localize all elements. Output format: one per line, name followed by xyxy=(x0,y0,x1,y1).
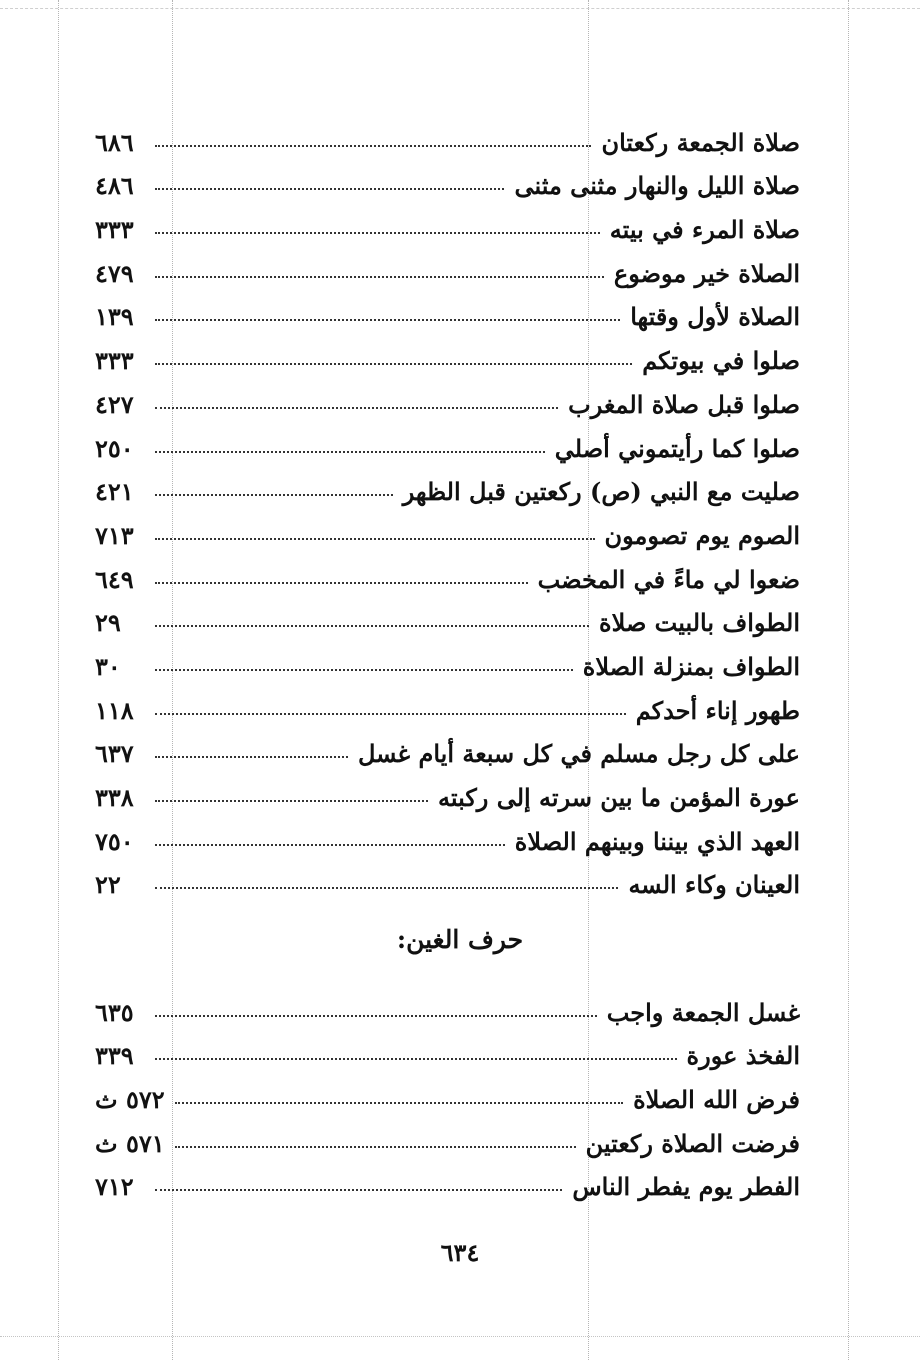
entry-page-number: ٧٥٠ xyxy=(95,826,134,856)
entry-title: الفخذ عورة xyxy=(686,1041,800,1071)
index-entry xyxy=(95,725,800,769)
entry-page-number: ٤٨٦ xyxy=(95,171,134,201)
entry-page-number: ٢٥٠ xyxy=(95,433,134,463)
entry-title: صلاة المرء في بيته xyxy=(609,215,800,245)
entry-title: صليت مع النبي (ص) ركعتين قبل الظهر xyxy=(402,477,800,507)
index-entry xyxy=(95,856,800,900)
dot-leader xyxy=(175,1102,623,1104)
index-entry xyxy=(95,1114,800,1158)
entry-title: الطواف بالبيت صلاة xyxy=(599,608,800,638)
dot-leader xyxy=(155,1015,597,1017)
dot-leader xyxy=(155,1058,677,1060)
entry-title: غسل الجمعة واجب xyxy=(606,997,800,1027)
dot-leader xyxy=(155,276,604,278)
entry-title: فرضت الصلاة ركعتين xyxy=(585,1128,800,1158)
entry-title: العهد الذي بيننا وبينهم الصلاة xyxy=(514,826,800,856)
index-entry xyxy=(95,1070,800,1114)
index-entry xyxy=(95,1158,800,1202)
dot-leader xyxy=(155,756,348,758)
entry-title: عورة المؤمن ما بين سرته إلى ركبته xyxy=(437,783,800,812)
index-entry xyxy=(95,113,800,157)
entry-title: طهور إناء أحدكم xyxy=(635,695,800,725)
dot-leader xyxy=(155,625,589,627)
index-list-bottom xyxy=(95,983,800,1201)
index-entry xyxy=(95,594,800,638)
entry-title: على كل رجل مسلم في كل سبعة أيام غسل xyxy=(357,739,800,769)
scan-border-top xyxy=(0,8,920,9)
entry-title: الصلاة خير موضوع xyxy=(613,258,800,288)
index-entry xyxy=(95,331,800,375)
dot-leader xyxy=(155,188,504,190)
index-entry xyxy=(95,419,800,463)
dot-leader xyxy=(155,669,573,671)
dot-leader xyxy=(155,232,600,234)
page-number: ٦٣٤ xyxy=(440,1238,480,1267)
index-entry xyxy=(95,1027,800,1071)
dot-leader xyxy=(155,363,632,365)
entry-page-number: ٢٢ xyxy=(95,870,121,900)
scan-guide-left xyxy=(58,0,59,1360)
entry-page-number: ٣٣٣ xyxy=(95,215,134,245)
index-list-top xyxy=(95,113,800,899)
index-entry xyxy=(95,681,800,725)
entry-title: فرض الله الصلاة xyxy=(633,1085,800,1115)
scan-guide-bottom xyxy=(0,1336,920,1337)
dot-leader xyxy=(155,582,528,584)
entry-page-number: ٣٣٨ xyxy=(95,783,134,812)
entry-page-number: ٧١٢ xyxy=(95,1172,134,1202)
index-entry xyxy=(95,983,800,1027)
index-entry xyxy=(95,244,800,288)
entry-page-number: ٣٠ xyxy=(95,651,121,681)
dot-leader xyxy=(155,538,595,540)
entry-title: صلوا في بيوتكم xyxy=(642,346,800,376)
index-entry xyxy=(95,463,800,507)
index-entry xyxy=(95,812,800,856)
entry-page-number: ٧١٣ xyxy=(95,520,134,550)
entry-title: صلاة الليل والنهار مثنى مثنى xyxy=(514,171,800,201)
entry-page-number: ٦٨٦ xyxy=(95,127,134,157)
entry-title: صلوا قبل صلاة المغرب xyxy=(568,389,800,419)
dot-leader xyxy=(155,145,591,147)
entry-page-number: ٣٣٣ xyxy=(95,346,134,376)
entry-page-number: ٥٧٢ ث xyxy=(95,1085,165,1115)
index-entry xyxy=(95,550,800,594)
entry-page-number: ٢٩ xyxy=(95,608,121,638)
dot-leader xyxy=(155,1189,562,1191)
index-entry xyxy=(95,200,800,244)
entry-title: الصوم يوم تصومون xyxy=(604,520,800,550)
entry-title: العينان وكاء السه xyxy=(628,870,800,900)
index-entry xyxy=(95,375,800,419)
entry-page-number: ٦٣٥ xyxy=(95,997,134,1027)
entry-title: صلوا كما رأيتموني أصلي xyxy=(554,433,800,463)
index-entry xyxy=(95,288,800,332)
dot-leader xyxy=(155,451,545,453)
index-entry xyxy=(95,768,800,812)
entry-page-number: ١٣٩ xyxy=(95,302,134,332)
entry-page-number: ٤٢٧ xyxy=(95,389,134,419)
entry-title: الطواف بمنزلة الصلاة xyxy=(582,651,800,681)
index-entry xyxy=(95,157,800,201)
entry-title: ضعوا لي ماءً في المخضب xyxy=(537,564,800,594)
dot-leader xyxy=(155,887,618,889)
dot-leader xyxy=(155,800,428,802)
dot-leader xyxy=(155,713,626,715)
dot-leader xyxy=(175,1146,576,1148)
entry-page-number: ٣٣٩ xyxy=(95,1041,134,1071)
scan-guide-right xyxy=(848,0,849,1360)
entry-page-number: ٤٢١ xyxy=(95,477,134,507)
entry-title: الصلاة لأول وقتها xyxy=(630,302,800,332)
entry-page-number: ١١٨ xyxy=(95,695,134,725)
dot-leader xyxy=(155,407,558,409)
section-heading: حرف الغين: xyxy=(396,925,524,954)
entry-page-number: ٦٤٩ xyxy=(95,564,134,594)
entry-title: الفطر يوم يفطر الناس xyxy=(572,1172,800,1202)
index-entry xyxy=(95,637,800,681)
entry-page-number: ٦٣٧ xyxy=(95,739,134,769)
dot-leader xyxy=(155,319,620,321)
entry-page-number: ٤٧٩ xyxy=(95,258,134,288)
entry-title: صلاة الجمعة ركعتان xyxy=(601,127,800,157)
dot-leader xyxy=(155,494,393,496)
entry-page-number: ٥٧١ ث xyxy=(95,1128,165,1158)
index-entry xyxy=(95,506,800,550)
dot-leader xyxy=(155,844,505,846)
